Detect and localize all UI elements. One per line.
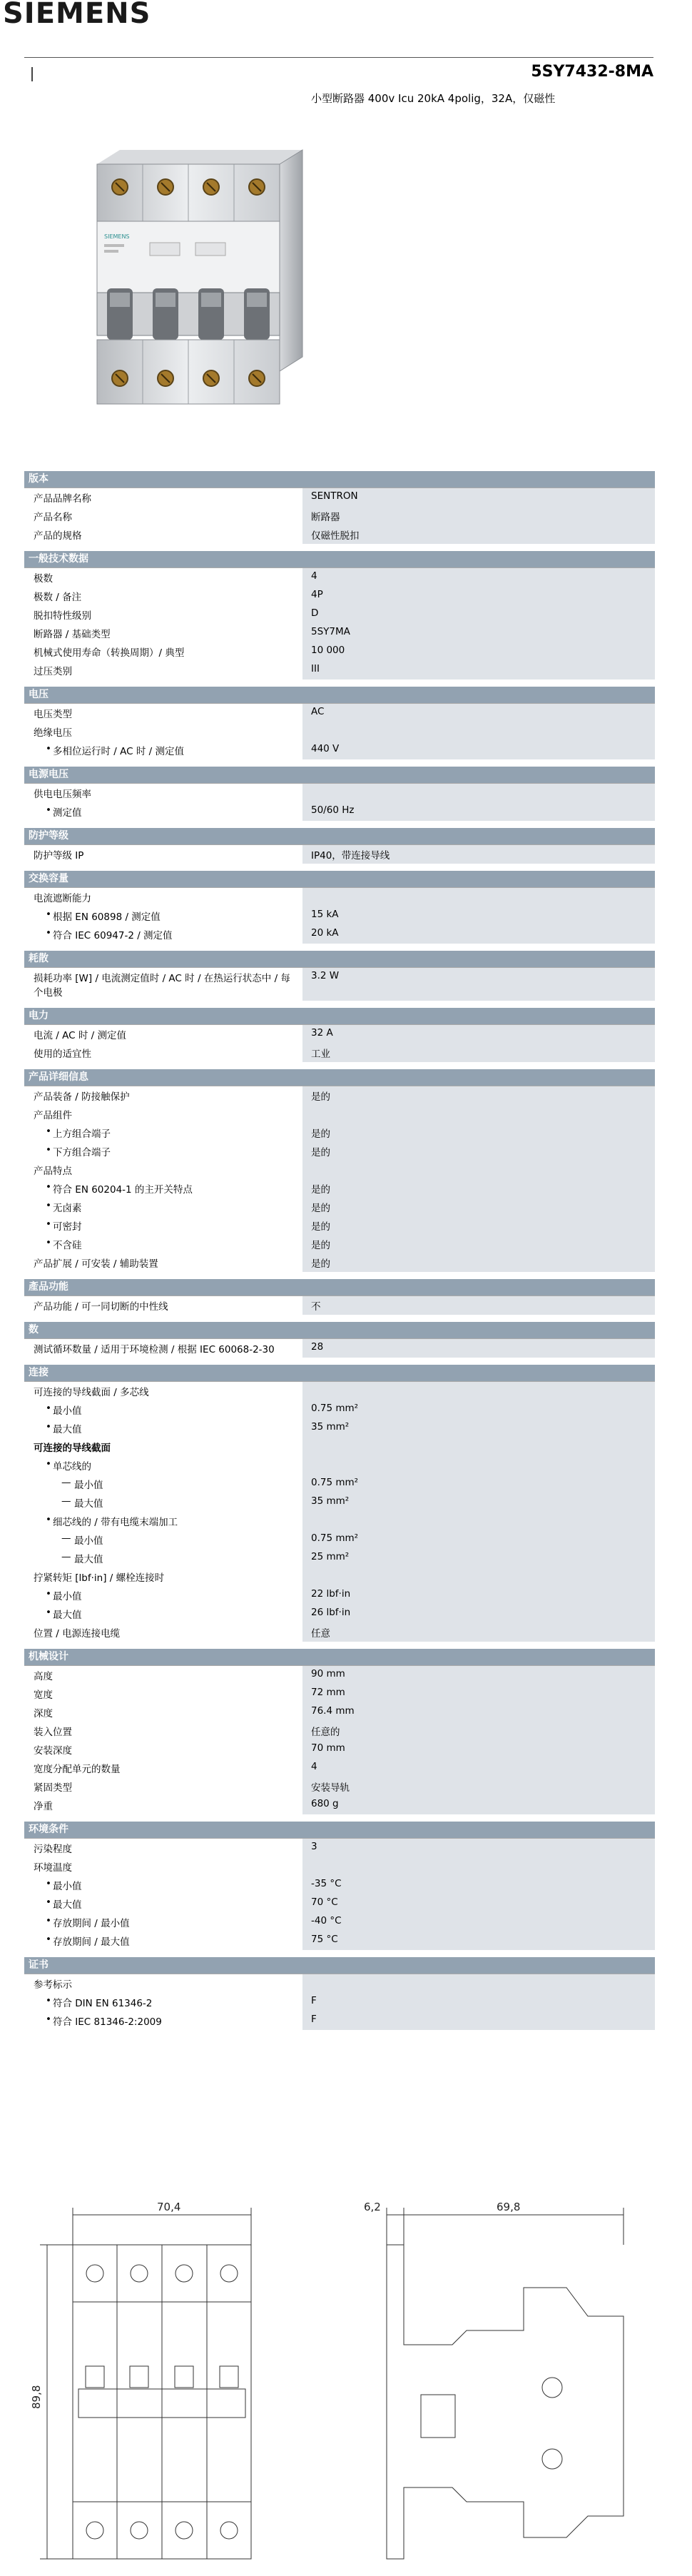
spec-row [24, 568, 655, 587]
spec-label: • 最大值 [24, 1894, 302, 1913]
spec-label: • 多相位运行时 / AC 时 / 测定值 [24, 741, 302, 759]
section-heading: 证书 [24, 1957, 655, 1974]
spec-label: 产品品牌名称 [24, 488, 302, 507]
spec-label: 产品名称 [24, 507, 302, 525]
spec-label: 可连接的导线截面 [24, 1438, 302, 1456]
spec-value: 3 [302, 1839, 655, 1857]
spec-row [24, 1044, 655, 1062]
spec-value [302, 1974, 655, 1993]
spec-value: 3.2 W [302, 968, 655, 1001]
spec-label: • 无卤素 [24, 1198, 302, 1216]
spec-label: • 符合 IEC 81346-2:2009 [24, 2011, 302, 2030]
spec-value: -40 °C [302, 1913, 655, 1931]
spec-label: 电流 / AC 时 / 测定值 [24, 1025, 302, 1044]
spec-row [24, 1666, 655, 1684]
spec-label: • 细芯线的 / 带有电缆末端加工 [24, 1512, 302, 1530]
spec-section [24, 951, 655, 1001]
spec-label: 产品装备 / 防接触保护 [24, 1086, 302, 1105]
spec-row [24, 1623, 655, 1642]
spec-value: 是的 [302, 1179, 655, 1198]
spec-value: 是的 [302, 1198, 655, 1216]
spec-row [24, 624, 655, 642]
spec-label: 深度 [24, 1703, 302, 1722]
spec-row [24, 784, 655, 802]
spec-value: 10 000 [302, 642, 655, 661]
spec-row [24, 888, 655, 906]
spec-row [24, 704, 655, 722]
spec-row [24, 1530, 655, 1549]
spec-value [302, 1161, 655, 1179]
spec-label: • 最大值 [24, 1419, 302, 1438]
spec-label: 宽度分配单元的数量 [24, 1759, 302, 1777]
spec-value: 工业 [302, 1044, 655, 1062]
spec-row [24, 1105, 655, 1123]
spec-value [302, 1382, 655, 1400]
spec-row [24, 741, 655, 759]
section-heading: 耗散 [24, 951, 655, 967]
spec-label: 脱扣特性级别 [24, 605, 302, 624]
spec-label: 损耗功率 [W] / 电流测定值时 / AC 时 / 在热运行状态中 / 每个电极 [24, 968, 302, 1001]
spec-section [24, 1649, 655, 1814]
spec-row [24, 1684, 655, 1703]
spec-section [24, 471, 655, 544]
spec-value: 5SY7MA [302, 624, 655, 642]
section-heading: 一般技术数据 [24, 551, 655, 567]
spec-label: • 符合 DIN EN 61346-2 [24, 1993, 302, 2011]
spec-value: 0.75 mm² [302, 1475, 655, 1493]
spec-section [24, 1279, 655, 1315]
spec-label: 极数 / 备注 [24, 587, 302, 605]
spec-section [24, 871, 655, 944]
spec-section [24, 1365, 655, 1642]
spec-row [24, 1438, 655, 1456]
spec-value: 是的 [302, 1235, 655, 1253]
section-heading: 防护等级 [24, 828, 655, 844]
spec-row [24, 1025, 655, 1044]
spec-label: • 下方组合端子 [24, 1142, 302, 1161]
spec-section [24, 551, 655, 680]
spec-label: • 存放期间 / 最小值 [24, 1913, 302, 1931]
spec-label: 产品特点 [24, 1161, 302, 1179]
spec-row [24, 1475, 655, 1493]
spec-value: 32 A [302, 1025, 655, 1044]
spec-label: 紧固类型 [24, 1777, 302, 1796]
spec-value: 26 lbf·in [302, 1605, 655, 1623]
spec-row [24, 1894, 655, 1913]
spec-label: • 上方组合端子 [24, 1123, 302, 1142]
spec-row [24, 845, 655, 864]
siemens-logo: SIEMENS [3, 0, 151, 30]
spec-row [24, 1198, 655, 1216]
spec-value: 76.4 mm [302, 1703, 655, 1722]
spec-label: • 测定值 [24, 802, 302, 821]
spec-label: 测试循环数量 / 适用于环境检测 / 根据 IEC 60068-2-30 [24, 1339, 302, 1358]
spec-value: 断路器 [302, 507, 655, 525]
spec-value: 75 °C [302, 1931, 655, 1950]
spec-value: SENTRON [302, 488, 655, 507]
spec-row [24, 1759, 655, 1777]
spec-row [24, 1161, 655, 1179]
spec-value: -35 °C [302, 1876, 655, 1894]
spec-row [24, 1876, 655, 1894]
spec-value [302, 722, 655, 741]
spec-row [24, 722, 655, 741]
spec-label: • 根据 EN 60898 / 测定值 [24, 906, 302, 925]
spec-label: — 最大值 [24, 1549, 302, 1567]
spec-row [24, 1857, 655, 1876]
spec-row [24, 2011, 655, 2030]
spec-row [24, 605, 655, 624]
spec-value: 不 [302, 1296, 655, 1315]
spec-value: 90 mm [302, 1666, 655, 1684]
spec-row [24, 661, 655, 680]
spec-row [24, 587, 655, 605]
spec-row [24, 1493, 655, 1512]
spec-value [302, 888, 655, 906]
spec-section [24, 1822, 655, 1950]
spec-label: • 不含硅 [24, 1235, 302, 1253]
spec-row [24, 1296, 655, 1315]
spec-row [24, 1993, 655, 2011]
section-heading: 机械设计 [24, 1649, 655, 1665]
side-offset-dim: 6,2 [364, 2202, 381, 2213]
spec-label: — 最小值 [24, 1530, 302, 1549]
spec-value: 15 kA [302, 906, 655, 925]
spec-label: 位置 / 电源连接电缆 [24, 1623, 302, 1642]
spec-label: 高度 [24, 1666, 302, 1684]
spec-row [24, 1931, 655, 1950]
front-height-dim: 89,8 [30, 2385, 43, 2409]
spec-value [302, 1456, 655, 1475]
spec-value: 440 V [302, 741, 655, 759]
spec-label: 过压类别 [24, 661, 302, 680]
spec-label: • 最小值 [24, 1876, 302, 1894]
spec-value: 28 [302, 1339, 655, 1358]
spec-label: 净重 [24, 1796, 302, 1814]
spec-value: 任意的 [302, 1722, 655, 1740]
spec-value: 70 °C [302, 1894, 655, 1913]
section-heading: 版本 [24, 471, 655, 488]
spec-label: 产品的规格 [24, 525, 302, 544]
spec-label: • 可密封 [24, 1216, 302, 1235]
spec-row [24, 1512, 655, 1530]
spec-row [24, 642, 655, 661]
spec-label: 装入位置 [24, 1722, 302, 1740]
spec-label: 电流遮断能力 [24, 888, 302, 906]
spec-label: 防护等级 IP [24, 845, 302, 864]
spec-value: 0.75 mm² [302, 1400, 655, 1419]
spec-row [24, 1235, 655, 1253]
spec-label: 安装深度 [24, 1740, 302, 1759]
spec-row [24, 906, 655, 925]
spec-section [24, 767, 655, 821]
spec-section [24, 687, 655, 759]
spec-value: 72 mm [302, 1684, 655, 1703]
header-rule [24, 57, 653, 58]
spec-row [24, 1123, 655, 1142]
spec-row [24, 1142, 655, 1161]
spec-row [24, 1253, 655, 1272]
spec-label: 产品组件 [24, 1105, 302, 1123]
spec-value: 是的 [302, 1142, 655, 1161]
spec-value: 0.75 mm² [302, 1530, 655, 1549]
spec-row [24, 1179, 655, 1198]
spec-label: • 存放期间 / 最大值 [24, 1931, 302, 1950]
spec-value: 4P [302, 587, 655, 605]
spec-value: 是的 [302, 1253, 655, 1272]
spec-label: • 符合 EN 60204-1 的主开关特点 [24, 1179, 302, 1198]
spec-row [24, 1740, 655, 1759]
spec-value: III [302, 661, 655, 680]
spec-value [302, 1857, 655, 1876]
spec-table [24, 471, 655, 2030]
spec-row [24, 1839, 655, 1857]
spec-label: 电压类型 [24, 704, 302, 722]
spec-row [24, 1777, 655, 1796]
product-subtitle: 小型断路器 400v Icu 20kA 4polig，32A，仅磁性 [311, 92, 556, 105]
dimension-drawings [24, 2202, 655, 2573]
spec-value: D [302, 605, 655, 624]
spec-value [302, 1567, 655, 1586]
spec-label: • 最小值 [24, 1586, 302, 1605]
spec-label: 拧紧转矩 [lbf·in] / 螺栓连接时 [24, 1567, 302, 1586]
side-width-dim: 69,8 [497, 2202, 521, 2213]
spec-value: 4 [302, 568, 655, 587]
spec-row [24, 1586, 655, 1605]
spec-row [24, 1456, 655, 1475]
spec-label: 参考标示 [24, 1974, 302, 1993]
section-heading: 交换容量 [24, 871, 655, 887]
spec-label: • 单芯线的 [24, 1456, 302, 1475]
spec-section [24, 1008, 655, 1062]
spec-label: 使用的适宜性 [24, 1044, 302, 1062]
spec-label: 产品功能 / 可一同切断的中性线 [24, 1296, 302, 1315]
spec-label: • 符合 IEC 60947-2 / 测定值 [24, 925, 302, 944]
spec-value: IP40，带连接导线 [302, 845, 655, 864]
spec-value: 20 kA [302, 925, 655, 944]
spec-value [302, 1512, 655, 1530]
spec-row [24, 1086, 655, 1105]
product-image [88, 143, 314, 428]
spec-section [24, 1069, 655, 1272]
spec-value: 25 mm² [302, 1549, 655, 1567]
spec-label: • 最大值 [24, 1605, 302, 1623]
spec-row [24, 968, 655, 1001]
spec-row [24, 488, 655, 507]
spec-label: 产品扩展 / 可安装 / 辅助装置 [24, 1253, 302, 1272]
spec-value: 是的 [302, 1086, 655, 1105]
section-heading: 电压 [24, 687, 655, 703]
spec-row [24, 1722, 655, 1740]
spec-row [24, 1419, 655, 1438]
spec-label: 供电电压频率 [24, 784, 302, 802]
spec-label: 环境温度 [24, 1857, 302, 1876]
spec-section [24, 1322, 655, 1358]
spec-row [24, 925, 655, 944]
svg-text:SIEMENS: SIEMENS [104, 233, 130, 240]
spec-value: 是的 [302, 1216, 655, 1235]
front-width-dim: 70,4 [157, 2202, 181, 2213]
spec-value: 安装导轨 [302, 1777, 655, 1796]
spec-value: 任意 [302, 1623, 655, 1642]
spec-label: 极数 [24, 568, 302, 587]
spec-value: AC [302, 704, 655, 722]
spec-value: 4 [302, 1759, 655, 1777]
spec-row [24, 1567, 655, 1586]
spec-label: 宽度 [24, 1684, 302, 1703]
section-heading: 环境条件 [24, 1822, 655, 1838]
spec-value [302, 1438, 655, 1456]
section-heading: 数 [24, 1322, 655, 1338]
spec-row [24, 1796, 655, 1814]
section-heading: 连接 [24, 1365, 655, 1381]
spec-value: 是的 [302, 1123, 655, 1142]
spec-value: F [302, 2011, 655, 2030]
header-marker [31, 67, 33, 81]
spec-value: 70 mm [302, 1740, 655, 1759]
spec-label: 污染程度 [24, 1839, 302, 1857]
spec-label: 断路器 / 基础类型 [24, 624, 302, 642]
spec-row [24, 1703, 655, 1722]
spec-row [24, 802, 655, 821]
spec-value: 22 lbf·in [302, 1586, 655, 1605]
spec-row [24, 507, 655, 525]
spec-row [24, 1400, 655, 1419]
spec-value [302, 784, 655, 802]
spec-label: 绝缘电压 [24, 722, 302, 741]
spec-value [302, 1105, 655, 1123]
spec-value: 35 mm² [302, 1493, 655, 1512]
spec-value: 35 mm² [302, 1419, 655, 1438]
spec-row [24, 1216, 655, 1235]
spec-value: 50/60 Hz [302, 802, 655, 821]
spec-row [24, 1605, 655, 1623]
section-heading: 电力 [24, 1008, 655, 1024]
spec-label: 可连接的导线截面 / 多芯线 [24, 1382, 302, 1400]
spec-section [24, 828, 655, 864]
section-heading: 產品功能 [24, 1279, 655, 1295]
spec-row [24, 1974, 655, 1993]
spec-row [24, 1382, 655, 1400]
product-code: 5SY7432-8MA [531, 63, 653, 81]
spec-row [24, 1339, 655, 1358]
spec-label: — 最小值 [24, 1475, 302, 1493]
spec-label: 机械式使用寿命（转换周期）/ 典型 [24, 642, 302, 661]
spec-value: 680 g [302, 1796, 655, 1814]
spec-row [24, 1549, 655, 1567]
spec-row [24, 1913, 655, 1931]
spec-value: 仅磁性脱扣 [302, 525, 655, 544]
section-heading: 产品详细信息 [24, 1069, 655, 1086]
spec-section [24, 1957, 655, 2030]
spec-label: • 最小值 [24, 1400, 302, 1419]
section-heading: 电源电压 [24, 767, 655, 783]
spec-label: — 最大值 [24, 1493, 302, 1512]
spec-value: F [302, 1993, 655, 2011]
spec-row [24, 525, 655, 544]
